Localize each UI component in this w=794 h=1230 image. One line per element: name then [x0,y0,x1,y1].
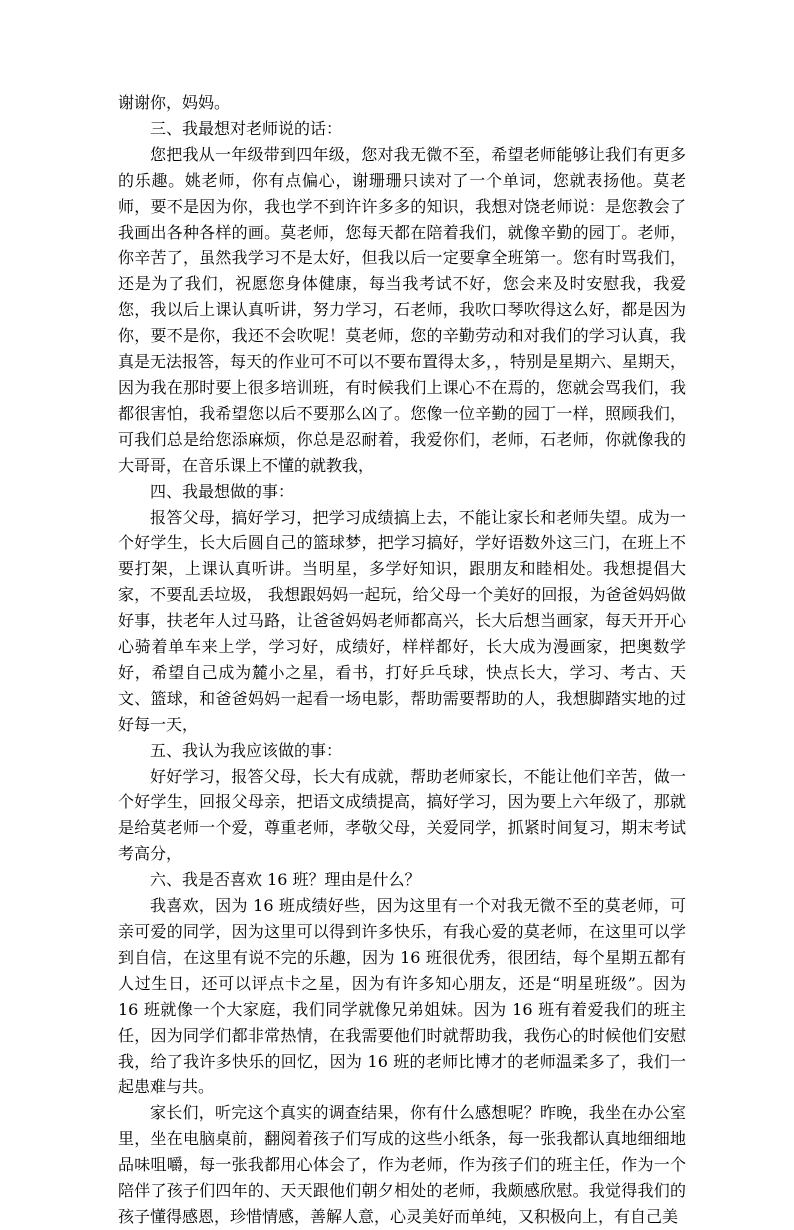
section-heading-wish: 四、我最想做的事： [150,481,295,501]
section-heading-class: 六、我是否喜欢 16 班？理由是什么？ [150,870,421,890]
paragraph: 我喜欢，因为 16 班成绩好些，因为这里有一个对我无微不至的莫老师，可亲可爱的同学，因为这里可以得到许多快乐，有我心爱的莫老师，在这里可以学到自信，在这里有说不完的乐趣，因为 16 班很优秀，很团结，每个星期五都有人过生日，还可以评点卡之星，因为有许多知心朋友，还是“明星班级”。因为 16 班就像一个大家庭，我们同学就像兄弟姐妹。因为 16 班有着爱我们的班主任，因为同学们都非常热情，在我需要他们时就帮助我，我伤心的时候他们安慰我，给了我许多快乐的回忆，因为 16 班的老师比博才的老师温柔多了，我们一起患难与共。 [118,896,686,1097]
section-heading-should-do: 五、我认为我应该做的事： [150,740,343,760]
paragraph: 谢谢你，妈妈。 [118,93,231,112]
section-heading-teacher: 三、我最想对老师说的话： [150,118,343,138]
paragraph: 家长们，听完这个真实的调查结果，你有什么感想呢？昨晚，我坐在办公室里，坐在电脑桌前，翻阅着孩子们写成的这些小纸条，每一张我都认真地细细地品味咀嚼，每一张我都用心体会了，作为老师，作为孩子们的班主任，作为一个陪伴了孩子们四年的、天天跟他们朝夕相处的老师，我颇感欣慰。我觉得我们的孩子懂得感恩，珍惜情感，善解人意，心灵美好而单纯，又积极向上，有自己美 [118,1103,686,1226]
paragraph: 您把我从一年级带到四年级，您对我无微不至，希望老师能够让我们有更多的乐趣。姚老师，你有点偏心，谢珊珊只读对了一个单词，您就表扬他。莫老师，要不是因为你，我也学不到许许多多的知识，我想对饶老师说：是您教会了我画出各种各样的画。莫老师，您每天都在陪着我们，就像辛勤的园丁。老师，你辛苦了，虽然我学习不是太好，但我以后一定要拿全班第一。您有时骂我们，还是为了我们，祝愿您身体健康，每当我考试不好，您会来及时安慰我，我爱您，我以后上课认真听讲，努力学习，石老师，我吹口琴吹得这么好，都是因为你，要不是你，我还不会吹呢！莫老师，您的辛勤劳动和对我们的学习认真，我真是无法报答，每天的作业可不可以不要布置得太多，，特别是星期六、星期天，因为我在那时要上很多培训班，有时候我们上课心不在焉的，您就会骂我们，我都很害怕，我希望您以后不要那么凶了。您像一位辛勤的园丁一样，照顾我们，可我们总是给您添麻烦，你总是忍耐着，我爱你们，老师，石老师，你就像我的大哥哥，在音乐课上不懂的就教我， [118,144,687,475]
paragraph: 好好学习，报答父母，长大有成就，帮助老师家长，不能让他们辛苦，做一个好学生，回报父母亲，把语文成绩提高，搞好学习，因为要上六年级了，那就是给莫老师一个爱，尊重老师，孝敬父母，关爱同学，抓紧时间复习，期末考试考高分， [118,766,686,864]
document-body [118,90,686,1230]
paragraph: 报答父母，搞好学习，把学习成绩搞上去，不能让家长和老师失望。成为一个好学生，长大后圆自己的篮球梦，把学习搞好，学好语数外这三门，在班上不要打架，上课认真听讲。当明星，多学好知识，跟朋友和睦相处。我想提倡大家，不要乱丢垃圾， 我想跟妈妈一起玩，给父母一个美好的回报，为爸爸妈妈做好事，扶老年人过马路，让爸爸妈妈老师都高兴，长大后想当画家，每天开开心心骑着单车来上学，学习好，成绩好，样样都好，长大成为漫画家，把奥数学好，希望自己成为麓小之星，看书，打好乒乓球，快点长大，学习、考古、天文、篮球，和爸爸妈妈一起看一场电影，帮助需要帮助的人，我想脚踏实地的过好每一天， [118,507,686,734]
